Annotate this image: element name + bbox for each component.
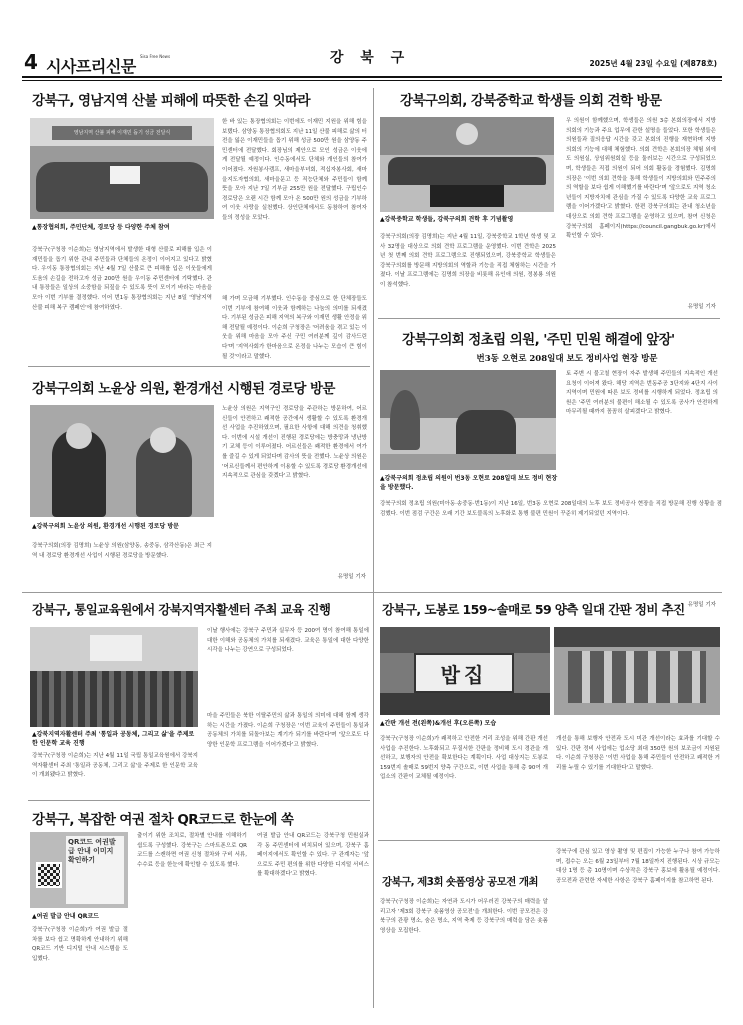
article-body: 노윤상 의원은 지역구인 경로당을 주관하는 방문하여, 어르신들이 안전하고 쾌적한 공간에서 생활할 수 있도록 환경개선 사업을 추진하였으며, 필요한 사항에 대해 의견을 청취했다. 이번에 시설 개선이 진행된 경로당에는 방충망과 냉난방기 교체 등이 이루어졌다. 어르신들은 쾌적한 환경에서 여가를 즐길 수 있게 되었다며 감사의 뜻을 전했다. 노윤상 의원은 '어르신들께서 편안하게 이용할 수 있도록 경로당 환경개선에 지속적으로 관심을 갖겠다'고 밝혔다. — [222, 406, 367, 480]
article-body: 강북구(구청장 이순희)는 영남지역에서 발생한 대형 산불로 피해를 입은 이재민들을 돕기 위한 관내 주민들과 단체들의 온정이 이어지고 있다고 밝혔다. 우이동 통장협의회는 지난 4월 7일 산불로 큰 피해를 입은 이웃들에게 도움의 손길을 전하고자 성금 200만 원을 우이동 주민센터에 기탁했다. 관내 통장들은 일상의 소중함을 되짚을 수 있도록 뜻이 모이기 바라는 마음을 모아 이번 기부를 결정했다. 이어 번1동 통장협의회는 지난 8일 '영남지역 산불 피해 복구 캠페인'에 참여하였다. — [32, 247, 212, 311]
photo-screen — [90, 635, 142, 661]
article-photo — [30, 118, 214, 219]
masthead-rule — [22, 76, 722, 78]
article-body: 강북구의회(의장 김명희)는 지난 4월 11일, 강북중학교 1학년 학생 및 교사 32명을 대상으로 의회 견학 프로그램을 운영했다. 이번 견학은 2025년 첫 번째 의회 견학 프로그램으로 진행되었으며, 강북중학교 학생들은 강북구의회를 방문해 지방의회의 역할과 기능을 직접 체험하는 시간을 가졌다. 이날 프로그램에는 김명희 의장을 비롯해 유인애 의원, 정봉룡 의원이 참석했다. — [380, 234, 556, 288]
article-photo-after — [554, 627, 720, 715]
article-body: 토 주변 시 불고칠 현장이 자주 발생해 주민들의 지속적인 개선 요청이 이어져 왔다. 해당 지역은 번동주공 3단지와 4단지 사이 지역이며 민원에 따른 보도 정비를 시행하게 되었다. 정초립 의원은 '주민 여러분의 불편이 해소될 수 있도록 공사가 안전하게 마무리될 때까지 꼼꼼히 살피겠다'고 밝혔다. — [566, 371, 718, 416]
section-divider — [22, 592, 722, 593]
photo-facade — [380, 627, 550, 653]
byline: 유명일 기자 — [687, 304, 716, 310]
article-body: 강북구의회 정초립 의원(미아동·송중동·번1동)이 지난 16일, 번3동 오현로 208일대의 노후 보도 정비공사 현장을 직접 방문해 진행 상황을 점검했다. 이번 점검 구간은 오래 기간 보도블록의 노후화로 통행 불편 민원이 꾸준히 제기되었던 지역이다. — [380, 501, 722, 517]
article-headline: 강북구의회 노윤상 의원, 환경개선 시행된 경로당 방문 — [32, 381, 335, 397]
article-divider — [28, 366, 370, 367]
photo-caption: ▲강북구의회 정초립 의원이 번3동 오현로 208일대 보도 정비 현장을 방문했다. — [380, 475, 558, 491]
byline: 유명일 기자 — [337, 574, 366, 580]
byline: 유명일 기자 — [687, 602, 716, 608]
photo-caption: ▲강북구의회 노윤상 의원, 환경개선 시행된 경로당 방문 — [32, 523, 179, 530]
article-body: 마을 주민들은 북한 이탈주민의 삶과 통일의 의미에 대해 함께 생각하는 시간을 가졌다. 이순희 구청장은 '이번 교육이 주민들이 통일과 공동체의 가치를 되돌아보는 계기가 되기를 바란다'며 '앞으로도 다양한 인문학 프로그램을 이어가겠다'고 밝혔다. — [207, 713, 369, 748]
article-body: 이날 행사에는 강북구 주민과 실무자 등 200여 명이 참여해 통일에 대한 이해와 공동체의 가치를 되새겼다. 교육은 통일에 대한 다양한 시각을 나누는 강연으로 구성되었다. — [207, 628, 369, 654]
article-divider — [378, 840, 720, 841]
poster-text: QR코드 여권발급 안내 이미지 확인하기 — [68, 838, 116, 864]
article-divider — [28, 800, 370, 801]
article-headline: 강북구, 통일교육원에서 강북지역자활센터 주최 교육 진행 — [32, 602, 331, 617]
photo-face-left — [66, 423, 92, 449]
article-body: 강북구(구청장 이순희)가 여권 발급 절차를 보다 쉽고 명확하게 안내하기 위해 QR코드 기반 디지털 안내 시스템을 도입했다. — [32, 927, 128, 962]
article-headline: 강북구의회, 강북중학교 학생들 의회 견학 방문 — [400, 93, 662, 109]
masthead-rule-thin — [22, 80, 722, 81]
article-photo — [30, 405, 214, 517]
photo-tree — [390, 390, 420, 450]
article-body: 출이기 위한 조치로, 절차별 안내를 이해하기 쉽도록 구성했다. 강북구는 스마트폰으로 QR코드를 스캔하면 여권 신청 절차와 구비 서류, 수수료 등을 한눈에 확인할 수 있도록 했다. — [137, 833, 247, 868]
photo-caption: ▲여권 발급 안내 QR코드 — [32, 913, 99, 920]
section-title: 강 북 구 — [329, 50, 411, 66]
column-divider — [373, 598, 374, 1008]
photo-group — [388, 157, 546, 185]
photo-banner: 영남지역 산불 피해 이재민 돕기 성금 전달식 — [52, 126, 192, 140]
article-photo-before — [380, 627, 550, 715]
article-body: 강북구에 관심 있고 영상 촬영 및 편집이 가능한 누구나 참여 가능하며, 접수는 오는 6월 23일부터 7월 18일까지 진행된다. 시상 규모는 대상 1명 등 총 10명이며 수상작은 강북구 홍보에 활용될 예정이다. 공모전과 관련한 자세한 사항은 강북구 홈페이지를 참고하면 된다. — [556, 849, 720, 884]
article-body: 한 바 있는 통장협의회는 이번에도 이재민 지원을 위해 힘을 보탰다. 삼양동 통장협의회도 지난 11일 산불 피해로 삶의 터전을 잃은 이재민들을 돕기 위해 성금 500만 원을 삼양동 주민센터에 전달했다. 회장님의 제안으로 모인 성금은 이웃에게 전달될 예정이다. 인수동에서도 단체와 개인들의 참여가 이어졌다. 자원봉사캠프, 새마을부녀회, 적십자봉사회, 새마을지도자협의회, 새마을문고 등 직능단체와 주민들이 함께 뜻을 모아 지난 7일 기부금 255만 원을 전달했다. 구립인수경로당은 오랜 시간 함께 모아 온 500만 원의 성금을 기부하여 이웃 사랑을 실천했다. 상인단체에서도 동참하여 참여자들의 정성을 모았다. — [222, 119, 367, 221]
photo-emblem — [456, 123, 478, 145]
article-headline: 강북구의회 정초립 의원, '주민 민원 해결에 앞장' — [402, 332, 675, 348]
shop-sign: 밥집 — [414, 653, 514, 693]
photo-awning — [554, 627, 720, 647]
photo-face-right — [150, 427, 176, 453]
photo-caption: ▲간판 개선 전(왼쪽)&개선 후(오른쪽) 모습 — [380, 720, 497, 727]
article-body: 강북구의회(의장 김명희) 노윤상 의원(삼양동, 송중동, 삼각산동)은 최근 지역 내 경로당 환경개선 사업이 시행된 경로당을 방문했다. — [32, 543, 212, 559]
article-subhead: 번3동 오현로 208일대 보도 정비사업 현장 방문 — [476, 354, 658, 364]
paper-name: 시사프리신문 — [46, 57, 136, 76]
article-body: 여권 발급 안내 QR코드는 강북구청 민원실과 각 동 주민센터에 비치되어 있으며, 강북구 홈페이지에서도 확인할 수 있다. 구 관계자는 '앞으로도 주민 편의를 위한 다양한 디지털 서비스를 확대하겠다'고 밝혔다. — [257, 833, 369, 878]
article-headline: 강북구, 복잡한 여권 절차 QR코드로 한눈에 쏙 — [32, 812, 294, 828]
page-number: 4 — [24, 50, 38, 74]
photo-signboard — [110, 166, 140, 184]
article-body: 강북구(구청장 이순희)가 쾌적하고 안전한 거리 조성을 위해 간판 개선 사업을 추진한다. 노후화되고 무질서한 간판을 정비해 도시 경관을 개선하고, 보행자의 안전을 확보한다는 계획이다. 사업 대상지는 도봉로 159번지 솔매로 59번지 양측 구간으로, 이번 사업을 통해 총 90여 개 업소의 간판이 교체될 예정이다. — [380, 736, 548, 781]
photo-audience — [30, 671, 198, 727]
article-body: 강북구(구청장 이순희)는 지난 4월 11일 국립 통일교육원에서 강북지역자활센터 주최 '통일과 공동체, 그리고 삶'을 주제로 한 인문학 교육이 개최됐다고 밝혔다. — [32, 753, 198, 779]
issue-date: 2025년 4월 23일 수요일 (제878호) — [589, 59, 717, 68]
article-body: 개선을 통해 보행자 안전과 도시 미관 개선이라는 효과를 기대할 수 있다. 간판 정비 사업에는 업소당 최대 350만 원의 보조금이 지원된다. 이순희 구청장은 '이번 사업을 통해 주민들이 안전하고 쾌적한 거리를 누릴 수 있기를 기대한다'고 말했다. — [556, 736, 720, 771]
article-headline: 강북구, 영남지역 산불 피해에 따뜻한 손길 잇따라 — [32, 93, 310, 109]
article-body: 해 가며 모금해 기부했다. 인수동을 중심으로 한 단체장들도 이번 기부에 참여해 이웃과 함께하는 나눔의 의미를 되새겼다. 기부된 성금은 피해 지역의 복구와 이재민 생활 안정을 위해 전달될 예정이다. 이순희 구청장은 '어려움을 겪고 있는 이웃을 위해 마음을 모아 주신 구민 여러분께 깊이 감사드린다'며 '지역사회가 한마음으로 온정을 나누는 모습이 큰 힘이 될 것'이라고 말했다. — [222, 296, 367, 360]
photo-caption: ▲통장협의회, 주민단체, 경로당 등 다양한 주체 참여 — [32, 224, 170, 231]
article-body: 우 의원이 함께했으며, 학생들은 의원 3층 본회의장에서 지방의회의 기능과 주요 업무에 관한 설명을 들었다. 또한 학생들은 의원들과 질의응답 시간을 갖고 본회의 진행을 재현하며 지방의회의 기능에 대해 체험했다. 의회 견학은 본회의장 체험 외에도 의원실, 상임위원회실 등을 둘러보는 시간으로 구성되었으며, 학생들은 직접 의원이 되어 의회 활동을 경험했다. 김명희 의장은 '이번 의회 견학을 통해 학생들이 지방의회와 민주주의의 역할을 보다 쉽게 이해했기를 바란다'며 '앞으로도 지역 청소년들이 지방자치에 관심을 가질 수 있도록 다양한 교육 프로그램을 이어가겠다'고 밝혔다. 한편 강북구의회는 관내 청소년을 대상으로 의회 견학 프로그램을 운영하고 있으며, 참여 신청은 강북구의회 홈페이지(https://council.gangbuk.go.kr)에서 확인할 수 있다. — [566, 118, 716, 240]
photo-caption: ▲강북중학교 학생들, 강북구의회 견학 후 기념촬영 — [380, 216, 514, 223]
article-photo — [380, 370, 556, 470]
article-photo — [380, 117, 554, 212]
photo-desk — [430, 185, 504, 207]
article-photo — [30, 627, 198, 727]
article-photo — [30, 832, 128, 908]
article-headline: 강북구, 도봉로 159~솔매로 59 양측 일대 간판 정비 추진 — [382, 602, 685, 617]
paper-small-name: Sisa Free News — [140, 54, 171, 59]
qr-code-icon — [36, 862, 62, 888]
column-divider — [373, 88, 374, 634]
photo-doorway — [380, 693, 550, 715]
photo-sidewalk — [380, 454, 556, 470]
photo-people — [456, 410, 516, 456]
photo-storefront — [568, 651, 706, 703]
article-headline: 강북구, 제3회 숏폼영상 공모전 개최 — [382, 876, 538, 888]
article-divider — [378, 318, 720, 319]
photo-caption: ▲강북지역자활센터 주최 '통일과 공동체, 그리고 삶'을 주제로 한 인문학 교육 진행 — [32, 731, 195, 747]
article-body: 강북구(구청장 이순희)는 자연과 도시가 어우러진 강북구의 매력을 알리고자 '제3회 강북구 숏폼영상 공모전'을 개최한다. 이번 공모전은 강북구의 관광 명소, 숨은 명소, 지역 축제 등 강북구의 매력을 담은 숏폼 영상을 모집한다. — [380, 899, 548, 934]
